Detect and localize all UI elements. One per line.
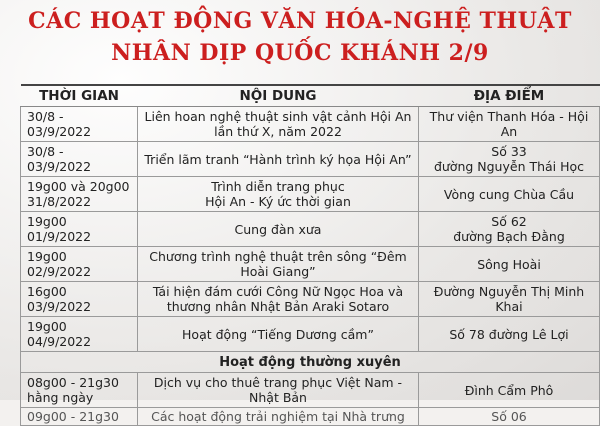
time-line: 08g00 - 21g30 bbox=[27, 375, 119, 390]
place-cell bbox=[419, 212, 600, 247]
time-line: 03/9/2022 bbox=[27, 299, 92, 314]
content-cell bbox=[138, 317, 419, 352]
content-line: Hội An - Ký ức thời gian bbox=[205, 194, 351, 209]
place-cell: Số 06 bbox=[419, 408, 600, 426]
header-place: ĐỊA ĐIỂM bbox=[419, 85, 600, 107]
time-line: 31/8/2022 bbox=[27, 194, 92, 209]
time-cell bbox=[21, 282, 138, 317]
time-line: 30/8 - 03/9/2022 bbox=[27, 144, 92, 174]
table-row bbox=[21, 282, 600, 317]
time-cell bbox=[21, 317, 138, 352]
place-line: Đình Cẩm Phô bbox=[464, 382, 554, 398]
time-line: 19g00 và 20g00 bbox=[27, 179, 130, 194]
content-line: Triển lãm tranh “Hành trình ký họa Hội An” bbox=[144, 151, 412, 167]
place-line: Đường Nguyễn Thị Minh Khai bbox=[433, 284, 585, 314]
time-line: 02/9/2022 bbox=[27, 264, 92, 279]
content-line: lần thứ X, năm 2022 bbox=[214, 124, 342, 139]
time-cell bbox=[21, 107, 138, 142]
time-cell bbox=[21, 373, 138, 408]
time-cell bbox=[21, 177, 138, 212]
place-line: Vòng cung Chùa Cầu bbox=[443, 186, 575, 202]
time-line: 04/9/2022 bbox=[27, 334, 92, 349]
content-line: thương nhân Nhật Bản Araki Sotaro bbox=[166, 299, 390, 314]
page-subtitle: NHÂN DỊP QUỐC KHÁNH 2/9 bbox=[111, 40, 489, 66]
time-cell bbox=[21, 142, 138, 177]
content-cell bbox=[138, 212, 419, 247]
table-row-partial bbox=[21, 408, 600, 426]
place-cell bbox=[419, 373, 600, 408]
section-row bbox=[21, 352, 600, 373]
table-row bbox=[21, 373, 600, 408]
content-line: Hoạt động “Tiếng Dương cầm” bbox=[182, 326, 374, 342]
place-line: Thư viện Thanh Hóa - Hội An bbox=[429, 109, 589, 139]
time-cell: 09g00 - 21g30 bbox=[21, 408, 138, 426]
content-line: Trình diễn trang phục bbox=[211, 179, 345, 194]
content-cell bbox=[138, 247, 419, 282]
content-line: Nhật Bản bbox=[249, 390, 307, 405]
place-cell bbox=[419, 177, 600, 212]
time-line: 19g00 bbox=[27, 249, 67, 264]
place-cell bbox=[419, 282, 600, 317]
header-time: THỜI GIAN bbox=[21, 85, 138, 107]
time-line: 30/8 - 03/9/2022 bbox=[27, 109, 92, 139]
time-cell bbox=[21, 247, 138, 282]
content-cell: Các hoạt động trải nghiệm tại Nhà trưng bbox=[138, 408, 419, 426]
table-header-row bbox=[21, 85, 600, 107]
table-row bbox=[21, 142, 600, 177]
place-line: đường Bạch Đằng bbox=[453, 229, 565, 244]
table-row bbox=[21, 177, 600, 212]
content-cell bbox=[138, 282, 419, 317]
schedule-table bbox=[20, 84, 600, 426]
table-row bbox=[21, 212, 600, 247]
time-line: hằng ngày bbox=[27, 390, 94, 405]
place-line: Số 62 bbox=[491, 214, 527, 229]
content-line: Liên hoan nghệ thuật sinh vật cảnh Hội An bbox=[144, 109, 412, 124]
time-line: 19g00 bbox=[27, 214, 67, 229]
place-line: đường Nguyễn Thái Học bbox=[433, 159, 585, 174]
content-line: Hoài Giang” bbox=[240, 264, 316, 279]
place-line: Sông Hoài bbox=[477, 256, 541, 272]
time-cell bbox=[21, 212, 138, 247]
place-cell bbox=[419, 142, 600, 177]
time-line: 16g00 bbox=[27, 284, 67, 299]
section-heading: Hoạt động thường xuyên bbox=[21, 352, 600, 373]
content-cell bbox=[138, 142, 419, 177]
place-cell bbox=[419, 107, 600, 142]
time-line: 01/9/2022 bbox=[27, 229, 92, 244]
content-line: Dịch vụ cho thuê trang phục Việt Nam - bbox=[153, 375, 403, 390]
table-row bbox=[21, 317, 600, 352]
place-line: Số 33 bbox=[491, 144, 527, 159]
content-line: Tái hiện đám cưới Công Nữ Ngọc Hoa và bbox=[152, 284, 404, 299]
content-line: Chương trình nghệ thuật trên sông “Đêm bbox=[149, 249, 407, 264]
time-line: 19g00 bbox=[27, 319, 67, 334]
content-cell bbox=[138, 177, 419, 212]
place-cell bbox=[419, 247, 600, 282]
content-line: Cung đàn xưa bbox=[234, 221, 322, 237]
table-row bbox=[21, 107, 600, 142]
content-cell bbox=[138, 373, 419, 408]
place-cell bbox=[419, 317, 600, 352]
place-line: Số 78 đường Lê Lợi bbox=[449, 326, 569, 342]
content-cell bbox=[138, 107, 419, 142]
table-row bbox=[21, 247, 600, 282]
header-content: NỘI DUNG bbox=[138, 85, 419, 107]
page-title: CÁC HOẠT ĐỘNG VĂN HÓA-NGHỆ THUẬT bbox=[28, 8, 572, 34]
